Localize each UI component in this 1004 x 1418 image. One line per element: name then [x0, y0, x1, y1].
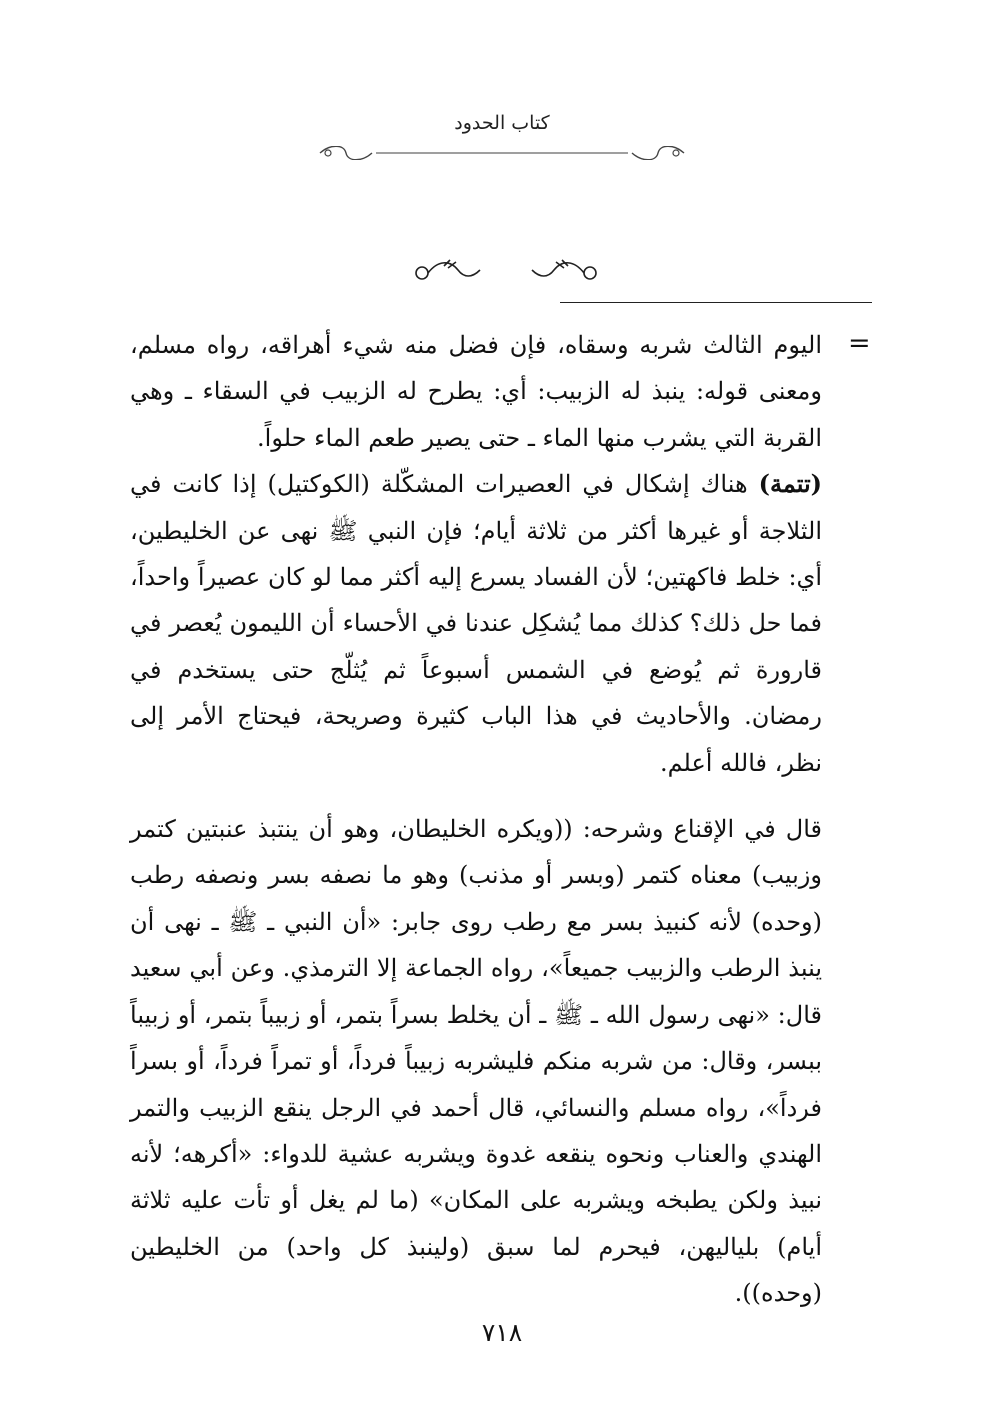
floral-divider-icon: [408, 258, 604, 288]
paragraph-2-term: (تتمة): [758, 469, 822, 499]
page-header: [0, 112, 1004, 134]
paragraph-3-text: قال في الإقناع وشرحه: ((ويكره الخليطان، وهو أن ينتبذ عنبتين كتمر وزبيب) معناه كتمر (وبسر أو مذنب) وهو ما نصفه بسر ونصفه رطب (وحده) لأنه كنبيذ بسر مع رطب روى جابر: «أن النبي ـ ﷺ ـ نهى أن ينبذ الرطب والزبيب جميعاً»، رواه الجماعة إلا الترمذي. وعن أبي سعيد قال: «نهى رسول الله ـ ﷺ ـ أن يخلط بسراً بتمر، أو زبيباً بتمر، أو زبيباً ببسر، وقال: من شربه منكم فليشربه زبيباً فرداً، أو تمراً فرداً، أو بسراً فرداً»، رواه مسلم والنسائي، قال أحمد في الرجل ينقع الزبيب والتمر الهندي والعناب ونحوه ينقعه غدوة ويشربه عشية للدواء: «أكرهه؛ لأنه نبيذ ولكن يطبخه ويشربه على المكان» (ما لم يغل أو تأت عليه ثلاثة أيام) بلياليهن، فيحرم لما سبق (ولينبذ كل واحد) من الخليطين (وحده)).: [130, 815, 823, 1308]
footnote-separator-rule: [560, 302, 872, 303]
paragraph-1: [130, 322, 822, 461]
floral-flourish-rule-icon: [316, 146, 688, 160]
page-number: ٧١٨: [481, 1318, 523, 1347]
paragraph-2: [130, 461, 822, 786]
continuation-marker: =: [848, 328, 871, 359]
body-text: [130, 322, 822, 1317]
paragraph-2-text: هناك إشكال في العصيرات المشكّلة (الكوكتيل) إذا كانت في الثلاجة أو غيرها أكثر من ثلاثة أيام؛ فإن النبي ﷺ نهى عن الخليطين، أي: خلط فاكهتين؛ لأن الفساد يسرع إليه أكثر مما لو كان عصيراً واحداً، فما حل ذلك؟ كذلك مما يُشكِل عندنا في الأحساء أن الليمون يُعصر في قارورة ثم يُوضع في الشمس أسبوعاً ثم يُثلّج حتى يستخدم في رمضان. والأحاديث في هذا الباب كثيرة وصريحة، فيحتاج الأمر إلى نظر، فالله أعلم.: [130, 470, 822, 777]
paragraph-3: [130, 806, 822, 1316]
running-title: كتاب الحدود: [454, 112, 550, 134]
paragraph-1-text: اليوم الثالث شربه وسقاه، فإن فضل منه شيء أهراقه، رواه مسلم، ومعنى قوله: ينبذ له الزبيب: أي: يطرح له الزبيب في السقاء ـ وهي القربة التي يشرب منها الماء ـ حتى يصير طعم الماء حلواً.: [130, 331, 822, 452]
